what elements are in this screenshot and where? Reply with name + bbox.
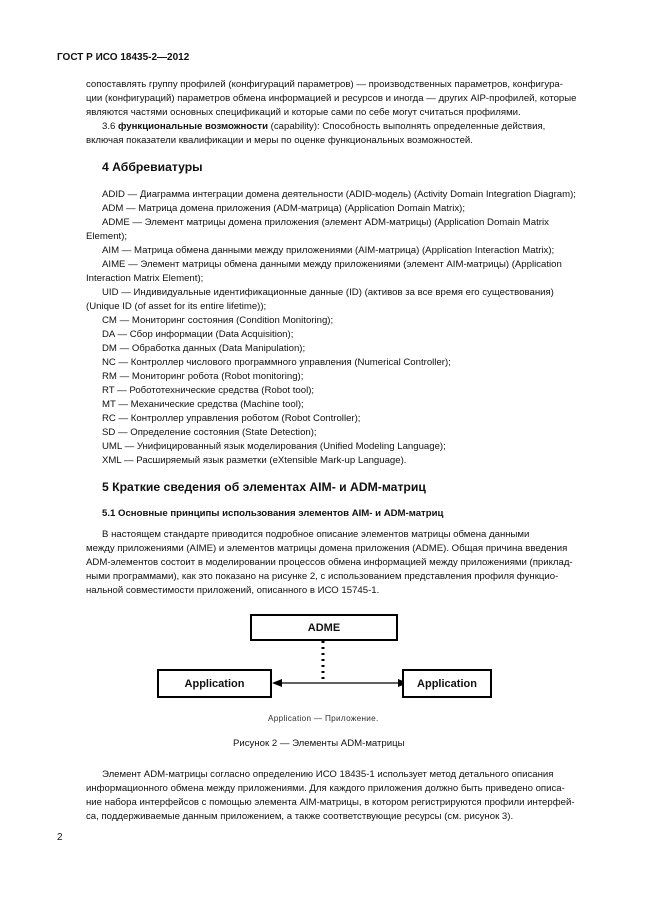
section-5-title: 5 Краткие сведения об элементах AIM- и ADM-матриц (102, 480, 426, 494)
para1-line: нальной совместимости приложений, описанного в ИСО 15745-1. (86, 585, 380, 596)
abbr-line: MT — Механические средства (Machine tool); (102, 399, 304, 410)
arrow-left-icon (272, 679, 282, 687)
abbr-line: Interaction Matrix Element); (86, 273, 204, 284)
figure-legend: Application — Приложение. (268, 714, 379, 723)
abbr-line: DA — Сбор информации (Data Acquisition); (102, 329, 294, 340)
abbr-line: DM — Обработка данных (Data Manipulation); (102, 343, 306, 354)
abbr-line: RT — Робототехнические средства (Robot tool); (102, 385, 315, 396)
abbr-line: ADME — Элемент матрицы домена приложения (элемент ADM-матрицы) (Application Domain Matrix (102, 217, 549, 228)
para1-line: ADM-элементов состоит в моделировании процессов обмена информацией между приложениями (приклад- (86, 557, 573, 568)
para1-line: между приложениями (AIME) и элементов матрицы домена приложения (ADME). Общая причина введения (86, 543, 568, 554)
abbr-line: RC — Контроллер управления роботом (Robot Controller); (102, 413, 361, 424)
abbr-line: RM — Мониторинг робота (Robot monitoring); (102, 371, 304, 382)
intro-line-1: сопоставлять группу профилей (конфигураций параметров) — производственных параметров, конфигура- (86, 79, 563, 90)
definition-text: (capability): Способность выполнять определенные действия, (267, 121, 546, 132)
abbr-line: Element); (86, 231, 128, 242)
page-number: 2 (57, 832, 63, 843)
para2-line: са, поддерживаемые данным приложением, а также соответствующие ресурсы (см. рисунок 3). (86, 811, 514, 822)
para1-line: ными программами), как это показано на рисунке 2, с использованием представления профиля функцио- (86, 571, 559, 582)
abbr-line: SD — Определение состояния (State Detection); (102, 427, 317, 438)
abbr-line: UID — Индивидуальные идентификационные данные (ID) (активов за все время его существования) (102, 287, 554, 298)
abbr-line: ADID — Диаграмма интеграции домена деятельности (ADID-модель) (Activity Domain Integration Diagram); (102, 189, 576, 200)
abbr-line: AIM — Матрица обмена данными между приложениями (AIM-матрица) (Application Interaction Matrix); (102, 245, 555, 256)
document-header: ГОСТ Р ИСО 18435-2—2012 (57, 52, 190, 63)
para1-line: В настоящем стандарте приводится подробное описание элементов матрицы обмена данными (102, 529, 530, 540)
para2-line: Элемент ADM-матрицы согласно определению ИСО 18435-1 использует метод детального описания (102, 769, 554, 780)
application-box-right: Application (402, 669, 492, 698)
intro-line-3: являются частями основных спецификаций и которые сами по себе могут считаться профилями. (86, 107, 521, 118)
definition-number: 3.6 (102, 121, 116, 132)
application-box-left: Application (157, 669, 272, 698)
subsection-5-1-title: 5.1 Основные принципы использования элементов AIM- и ADM-матриц (102, 508, 444, 519)
adme-box: ADME (250, 614, 398, 641)
intro-line-2: ции (конфигураций) параметров обмена информацией и ресурсов и иногда — других AIP-профилей, которые (86, 93, 577, 104)
abbr-line: AIME — Элемент матрицы обмена данными между приложениями (элемент AIM-матрицы) (Application (102, 259, 562, 270)
section-4-title: 4 Аббревиатуры (102, 160, 203, 174)
abbr-line: ADM — Матрица домена приложения (ADM-матрица) (Application Domain Matrix); (102, 203, 466, 214)
abbr-line: XML — Расширяемый язык разметки (eXtensible Mark-up Language). (102, 455, 407, 466)
definition-term: функциональные возможности (118, 121, 268, 132)
para2-line: информационного обмена между приложениями. Для каждого приложения должно быть приведено описа- (86, 783, 565, 794)
abbr-line: CM — Мониторинг состояния (Condition Monitoring); (102, 315, 334, 326)
definition-3-6 (102, 120, 545, 134)
abbr-line: NC — Контроллер числового программного управления (Numerical Controller); (102, 357, 451, 368)
abbr-line: (Unique ID (of asset for its entire lifetime)); (86, 301, 267, 312)
para2-line: ние набора интерфейсов с помощью элемента AIM-матрицы, в котором регистрируются профили интерфей- (86, 797, 575, 808)
abbr-line: UML — Унифицированный язык моделирования (Unified Modeling Language); (102, 441, 446, 452)
figure-caption: Рисунок 2 — Элементы ADM-матрицы (233, 738, 405, 749)
definition-line-2: включая показатели квалификации и меры по оценке функциональных возможностей. (86, 135, 473, 146)
